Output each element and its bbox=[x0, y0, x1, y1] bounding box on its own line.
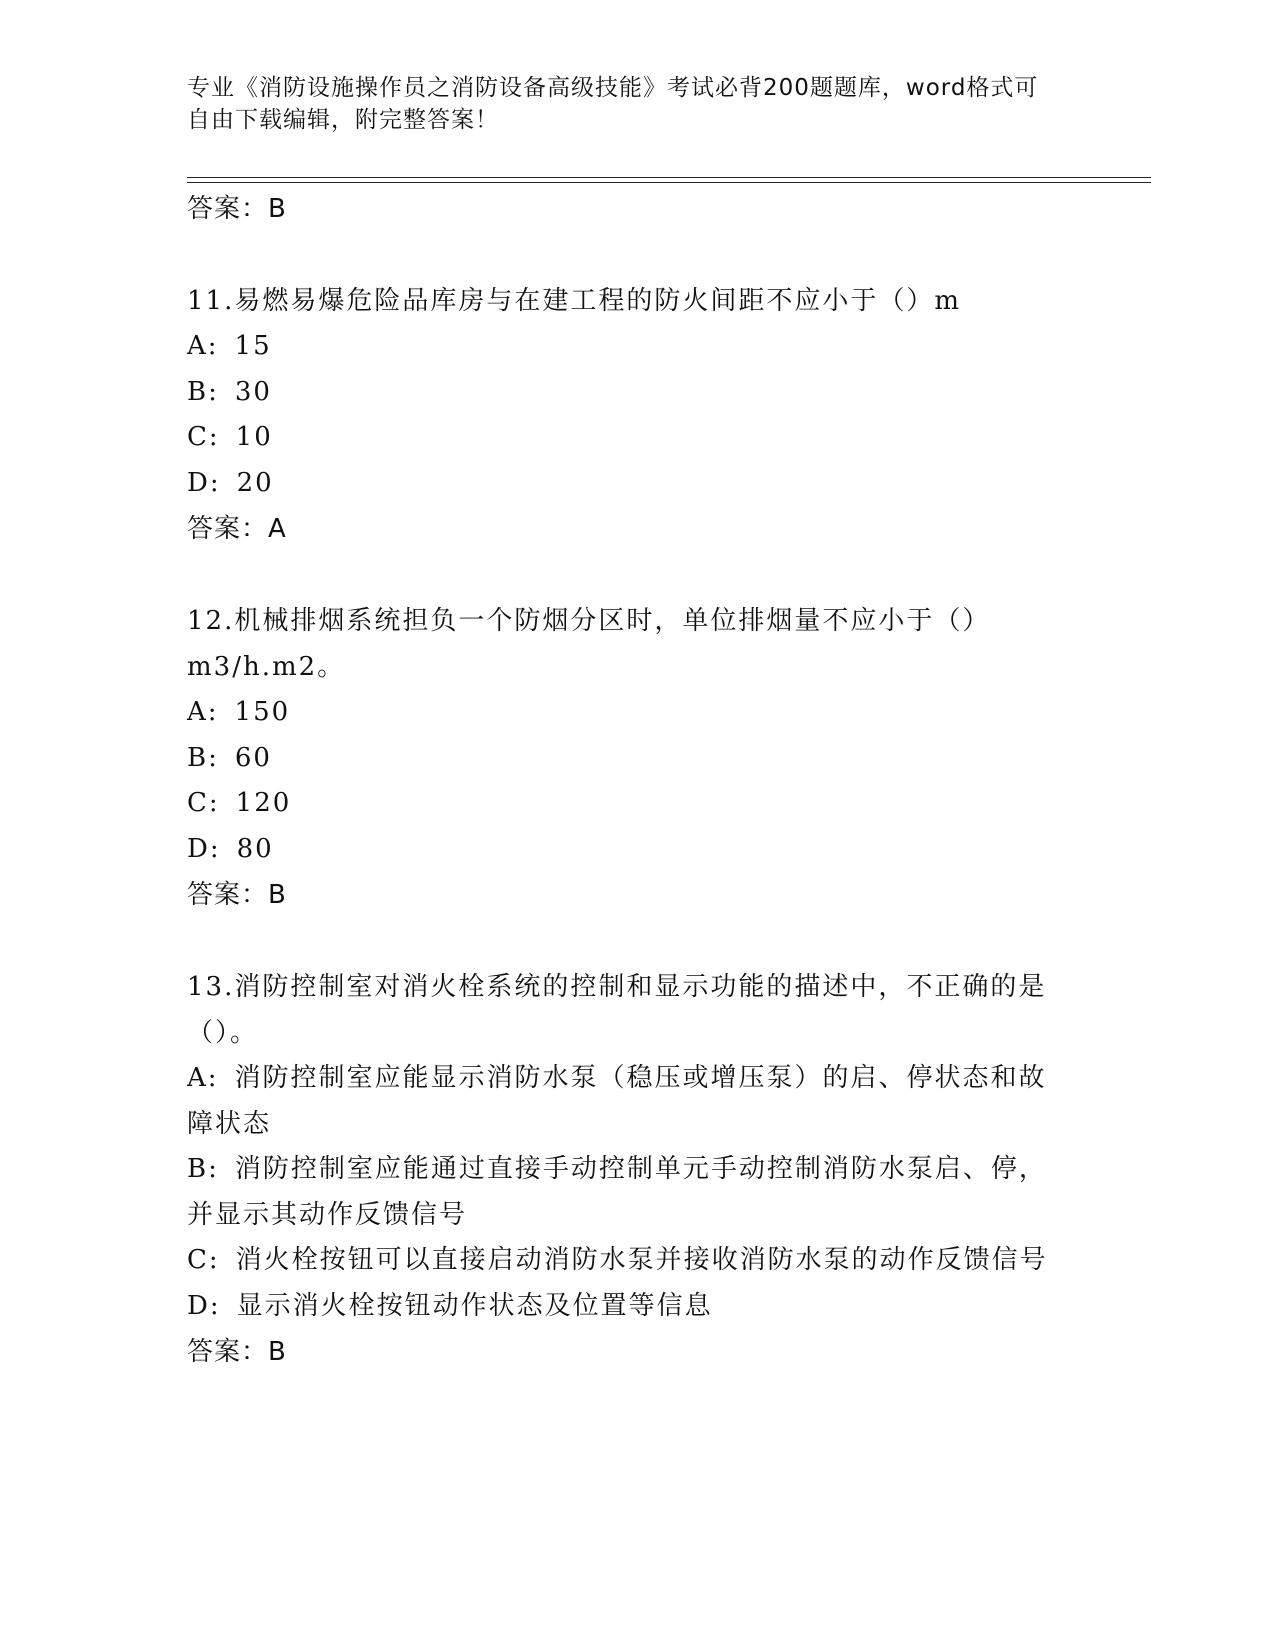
spacer bbox=[187, 552, 1087, 598]
option-a bbox=[187, 324, 1087, 370]
question-list bbox=[187, 186, 1087, 1375]
option-label: D: bbox=[187, 467, 221, 498]
question-text-continued: m3/h.m2。 bbox=[187, 652, 346, 682]
option-a bbox=[187, 690, 1087, 736]
option-label: D: bbox=[187, 833, 221, 864]
option-c bbox=[187, 415, 1087, 461]
option-text: 消防控制室应能通过直接手动控制单元手动控制消防水泵启、停， bbox=[234, 1154, 1047, 1184]
header-divider-bottom bbox=[187, 182, 1151, 183]
question-text: 11.易燃易爆危险品库房与在建工程的防火间距不应小于（）m bbox=[187, 286, 962, 316]
answer-line: 答案：B bbox=[187, 880, 287, 910]
option-label: C: bbox=[187, 1245, 220, 1275]
option-text: 15 bbox=[234, 331, 272, 361]
option-label: A: bbox=[187, 697, 219, 727]
question-text: 12.机械排烟系统担负一个防烟分区时，单位排烟量不应小于（） bbox=[187, 606, 991, 636]
option-c bbox=[187, 781, 1087, 827]
option-a-continued: 障状态 bbox=[187, 1108, 272, 1139]
option-text: 120 bbox=[235, 788, 292, 818]
option-text: 80 bbox=[236, 833, 274, 864]
option-text: 60 bbox=[234, 742, 272, 773]
spacer bbox=[187, 918, 1087, 964]
option-label: A: bbox=[187, 1063, 219, 1093]
option-text: 20 bbox=[236, 467, 274, 498]
question-text-continued: （）。 bbox=[187, 1018, 259, 1048]
document-header bbox=[187, 72, 1067, 136]
option-d bbox=[187, 1284, 1087, 1330]
option-text: 消火栓按钮可以直接启动消防水泵并接收消防水泵的动作反馈信号 bbox=[235, 1245, 1048, 1275]
option-label: C: bbox=[187, 788, 220, 818]
header-line-1: 专业《消防设施操作员之消防设备高级技能》考试必背200题题库，word格式可 bbox=[187, 75, 1039, 101]
option-b bbox=[187, 736, 1087, 782]
option-label: B: bbox=[187, 1154, 219, 1184]
option-d bbox=[187, 461, 1087, 507]
question-text: 13.消防控制室对消火栓系统的控制和显示功能的描述中，不正确的是 bbox=[187, 972, 1047, 1002]
header-line-2: 自由下载编辑，附完整答案！ bbox=[187, 107, 499, 133]
option-text: 显示消火栓按钮动作状态及位置等信息 bbox=[236, 1290, 713, 1321]
option-text: 150 bbox=[234, 697, 291, 727]
question-block bbox=[187, 964, 1087, 1375]
spacer bbox=[187, 232, 1087, 278]
option-b bbox=[187, 1147, 1087, 1193]
option-label: C: bbox=[187, 422, 220, 452]
option-label: B: bbox=[187, 742, 219, 773]
option-c bbox=[187, 1238, 1087, 1284]
option-label: A: bbox=[187, 331, 219, 361]
option-b bbox=[187, 370, 1087, 416]
question-block bbox=[187, 598, 1087, 918]
option-a bbox=[187, 1056, 1087, 1102]
option-text: 30 bbox=[234, 376, 272, 407]
option-d bbox=[187, 827, 1087, 873]
option-label: D: bbox=[187, 1290, 221, 1321]
option-text: 消防控制室应能显示消防水泵（稳压或增压泵）的启、停状态和故 bbox=[234, 1063, 1047, 1093]
answer-line: 答案：B bbox=[187, 194, 287, 224]
answer-line: 答案：B bbox=[187, 1337, 287, 1367]
answer-line: 答案：A bbox=[187, 514, 287, 544]
option-b-continued: 并显示其动作反馈信号 bbox=[187, 1199, 468, 1230]
option-text: 10 bbox=[235, 422, 273, 452]
question-block bbox=[187, 278, 1087, 552]
option-label: B: bbox=[187, 376, 219, 407]
header-divider-top bbox=[187, 177, 1151, 178]
